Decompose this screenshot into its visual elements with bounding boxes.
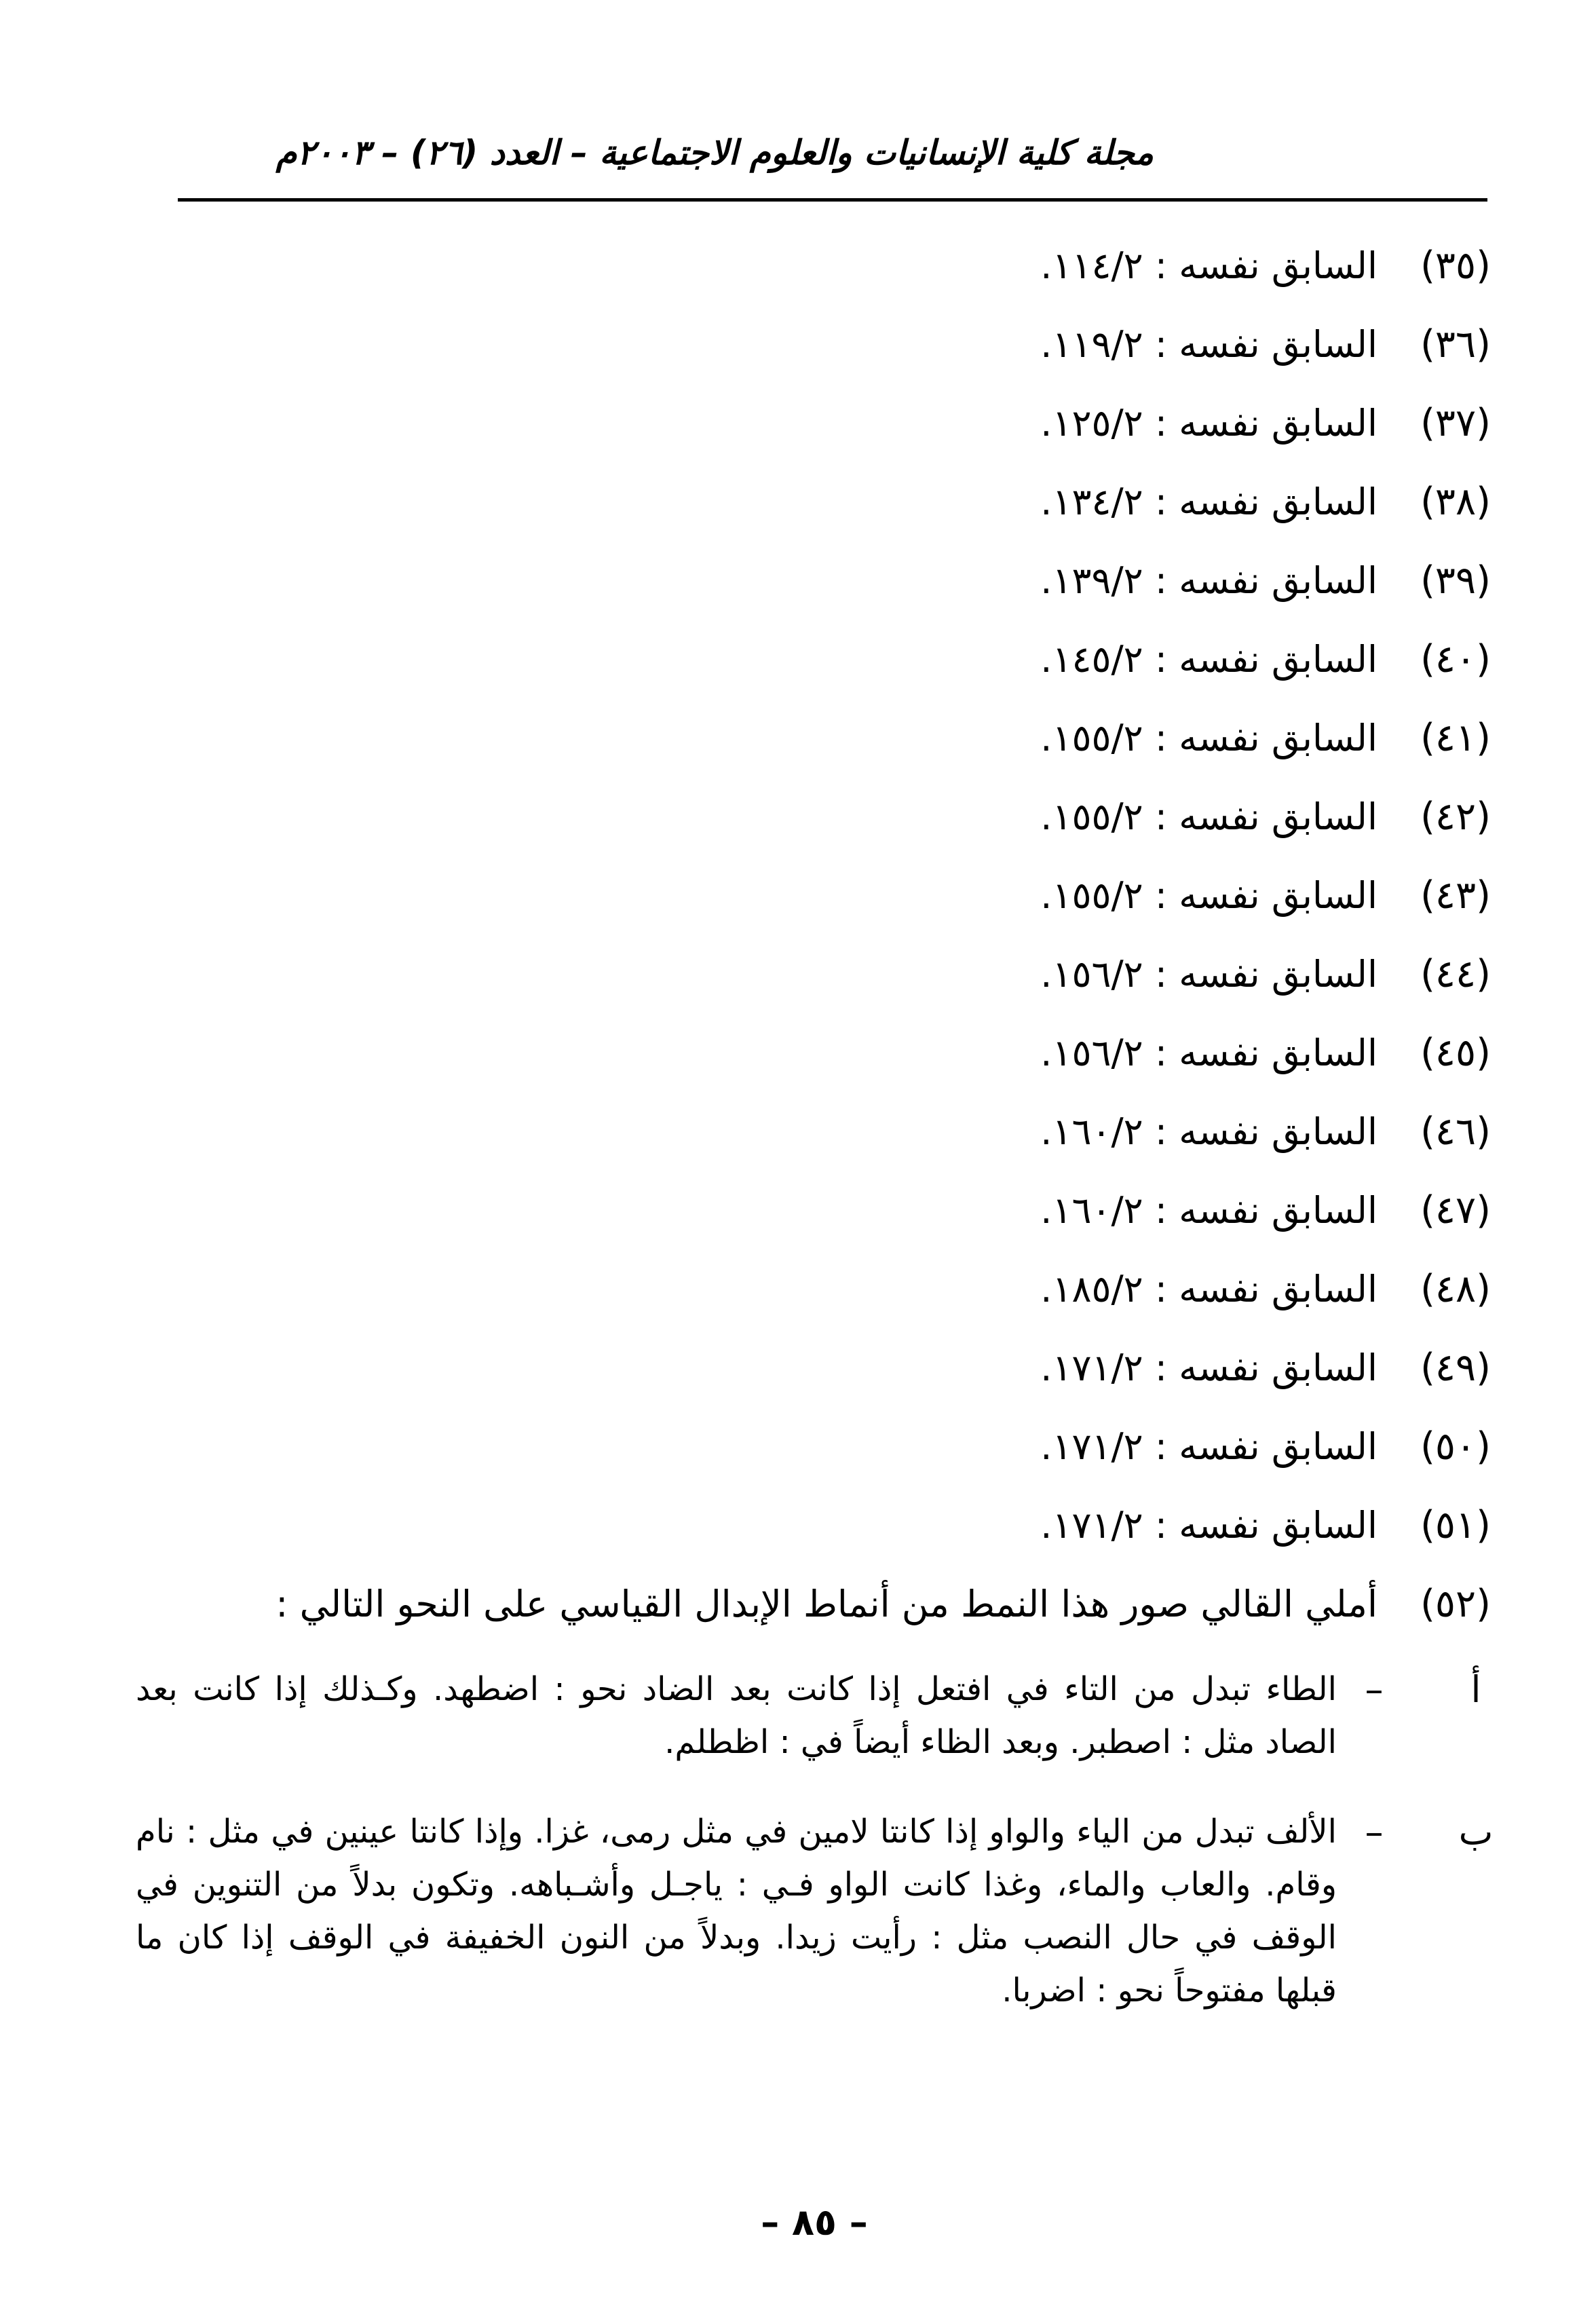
endnote-text: السابق نفسه : ١٨٥/٢. — [1040, 1268, 1378, 1310]
endnote-39 — [136, 546, 1506, 624]
endnote-43 — [136, 861, 1506, 939]
endnote-number: (٤٧) — [1420, 1188, 1491, 1232]
endnote-number: (٥٢) — [1420, 1582, 1491, 1626]
sub-item-text: الطاء تبدل من التاء في افتعل إذا كانت بعد الضاد نحو : اضطهد. وكـذلك إذا كانت بعد الصاد مثل : اصطبر. وبعد الظاء أيضاً في : اظطلم. — [136, 1670, 1337, 1761]
endnote-text: السابق نفسه : ١٥٦/٢. — [1040, 953, 1378, 996]
endnote-number: (٤٠) — [1420, 637, 1491, 681]
endnote-number: (٥٠) — [1420, 1424, 1491, 1469]
endnote-number: (٤٩) — [1420, 1346, 1491, 1390]
endnote-text: السابق نفسه : ١٥٦/٢. — [1040, 1032, 1378, 1074]
sub-item-ba — [136, 1805, 1506, 2050]
endnote-number: (٤٥) — [1420, 1031, 1491, 1075]
endnote-number: (٤٣) — [1420, 873, 1491, 918]
endnote-text: السابق نفسه : ١٢٥/٢. — [1040, 402, 1378, 445]
endnote-text: السابق نفسه : ١٣٤/٢. — [1040, 480, 1378, 523]
endnote-text: السابق نفسه : ١١٩/٢. — [1040, 323, 1378, 366]
endnote-50 — [136, 1412, 1506, 1490]
sub-item-letter: ب — [1458, 1811, 1494, 1853]
endnote-42 — [136, 782, 1506, 861]
endnote-48 — [136, 1254, 1506, 1333]
endnote-36 — [136, 309, 1506, 388]
endnote-text: السابق نفسه : ١٥٥/٢. — [1040, 717, 1378, 759]
endnote-text: السابق نفسه : ١٧١/٢. — [1040, 1425, 1378, 1468]
endnote-number: (٣٦) — [1420, 322, 1491, 366]
endnote-37 — [136, 388, 1506, 467]
endnote-text: أملي القالي صور هذا النمط من أنماط الإبدال القياسي على النحو التالي : — [276, 1583, 1378, 1625]
endnote-number: (٥١) — [1420, 1503, 1491, 1547]
running-header: مجلة كلية الإنسانيات والعلوم الاجتماعية – العدد (٢٦) – ٢٠٠٣م — [276, 133, 1154, 172]
endnote-number: (٣٥) — [1420, 244, 1491, 288]
endnote-text: السابق نفسه : ١١٤/٢. — [1040, 244, 1378, 287]
endnote-text: السابق نفسه : ١٧١/٢. — [1040, 1346, 1378, 1389]
endnote-41 — [136, 703, 1506, 782]
endnote-text: السابق نفسه : ١٥٥/٢. — [1040, 795, 1378, 838]
endnote-40 — [136, 624, 1506, 703]
sub-item-alif — [136, 1663, 1506, 1798]
sub-item-text: الألف تبدل من الياء والواو إذا كانتا لامين في مثل رمى، غزا. وإذا كانتا عينين في مثل : نام وقام. والعاب والماء، وغذا كانت الواو فـي : ياجـل وأشـباهه. وتكون بدلاً من التنوين في الوقف في حال النصب مثل : رأيت زيدا. وبدلاً من النون الخفيفة في الوقف إذا كان ما قبلها مفتوحاً نحو : اضربا. — [136, 1813, 1337, 2009]
endnote-35 — [136, 231, 1506, 309]
header-rule — [178, 198, 1487, 202]
sub-item-dash: – — [1365, 1668, 1384, 1711]
endnote-45 — [136, 1018, 1506, 1097]
endnote-text: السابق نفسه : ١٦٠/٢. — [1040, 1189, 1378, 1232]
endnote-text: السابق نفسه : ١٤٥/٢. — [1040, 638, 1378, 681]
page-number: – ٨٥ – — [761, 2201, 868, 2244]
endnote-text: السابق نفسه : ١٦٠/٢. — [1040, 1110, 1378, 1153]
endnotes-list — [136, 231, 1506, 2063]
endnote-number: (٣٩) — [1420, 559, 1491, 603]
endnote-52 — [136, 1569, 1506, 1648]
endnote-text: السابق نفسه : ١٣٩/٢. — [1040, 559, 1378, 602]
endnote-number: (٤١) — [1420, 716, 1491, 760]
endnote-44 — [136, 939, 1506, 1018]
endnote-46 — [136, 1097, 1506, 1175]
endnote-47 — [136, 1175, 1506, 1254]
endnote-number: (٣٨) — [1420, 480, 1491, 524]
endnote-number: (٤٨) — [1420, 1267, 1491, 1311]
endnote-number: (٤٢) — [1420, 795, 1491, 839]
endnote-number: (٤٤) — [1420, 952, 1491, 996]
endnote-38 — [136, 467, 1506, 546]
endnote-51 — [136, 1490, 1506, 1569]
endnote-number: (٤٦) — [1420, 1110, 1491, 1154]
endnote-text: السابق نفسه : ١٥٥/٢. — [1040, 874, 1378, 917]
sub-item-dash: – — [1365, 1811, 1384, 1853]
endnote-number: (٣٧) — [1420, 401, 1491, 445]
endnote-49 — [136, 1333, 1506, 1412]
endnote-text: السابق نفسه : ١٧١/٢. — [1040, 1504, 1378, 1547]
sub-item-letter: أ — [1470, 1668, 1481, 1711]
